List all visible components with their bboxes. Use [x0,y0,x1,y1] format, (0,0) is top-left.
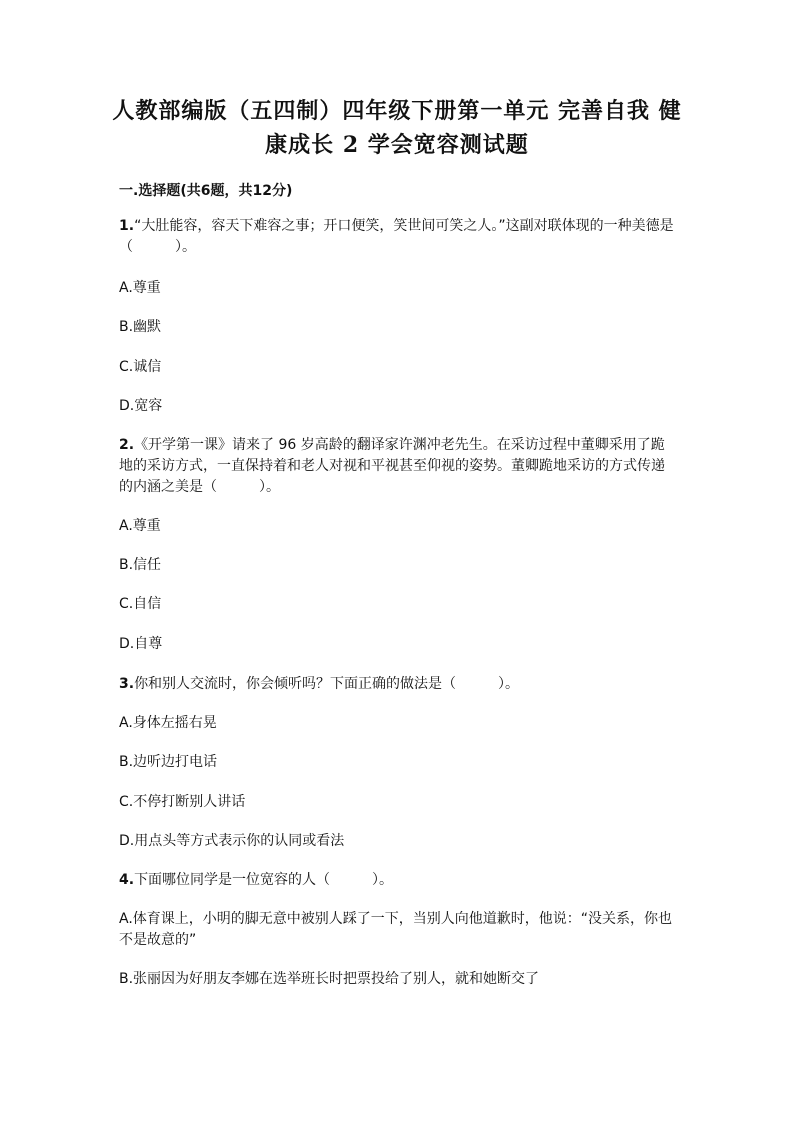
section-heading: 一.选择题(共6题，共12分) [119,183,293,199]
question-text: 下面哪位同学是一位宽容的人（ ）。 [134,872,394,888]
option-1a: A.尊重 [119,280,161,296]
option-1d: D.宽容 [119,398,163,414]
question-4 [119,870,674,891]
option-4b: B.张丽因为好朋友李娜在选举班长时把票投给了别人，就和她断交了 [119,971,540,987]
option-3a: A.身体左摇右晃 [119,715,217,731]
question-number: 3. [119,676,135,692]
question-1 [119,216,674,258]
question-text: “大肚能容，容天下难容之事；开口便笑，笑世间可笑之人。”这副对联体现的一种美德是（ ）。 [119,218,674,255]
option-3c: C.不停打断别人讲话 [119,794,246,810]
option-3d: D.用点头等方式表示你的认同或看法 [119,833,345,849]
question-number: 1. [119,218,135,234]
question-text: 你和别人交流时，你会倾听吗？下面正确的做法是（ ）。 [134,676,520,692]
option-2d: D.自尊 [119,636,163,652]
option-1b: B.幽默 [119,319,162,335]
question-2 [119,435,674,498]
question-3 [119,674,674,695]
question-number: 4. [119,872,135,888]
document-title: 人教部编版（五四制）四年级下册第一单元 完善自我 健康成长 2 学会宽容测试题 [112,98,682,158]
option-1c: C.诚信 [119,359,162,375]
option-2c: C.自信 [119,596,162,612]
option-2b: B.信任 [119,557,162,573]
question-text: 《开学第一课》请来了 96 岁高龄的翻译家许渊冲老先生。在采访过程中董卿采用了跪地的采访方式，一直保持着和老人对视和平视甚至仰视的姿势。董卿跪地采访的方式传递的内涵之美是（ ）。 [119,437,665,495]
option-4a: A.体育课上，小明的脚无意中被别人踩了一下，当别人向他道歉时，他说：“没关系，你也不是故意的” [119,911,673,948]
option-2a: A.尊重 [119,518,161,534]
option-3b: B.边听边打电话 [119,754,218,770]
question-number: 2. [119,437,135,453]
